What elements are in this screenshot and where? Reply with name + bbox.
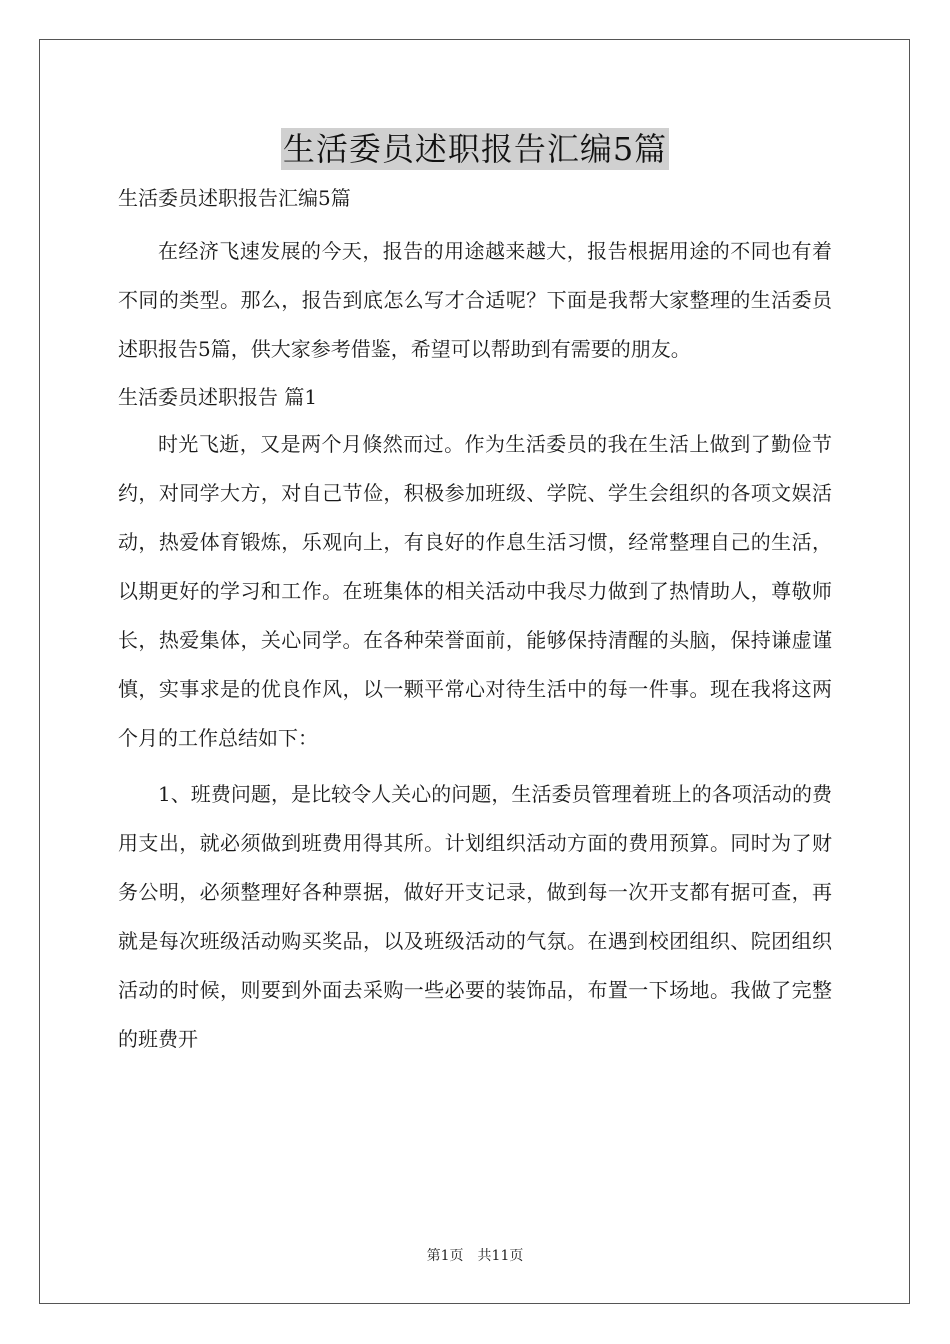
intro-paragraph: 在经济飞速发展的今天，报告的用途越来越大，报告根据用途的不同也有着不同的类型。那么，报告到底怎么写才合适呢？下面是我帮大家整理的生活委员述职报告5篇，供大家参考借鉴，希望可以帮助到有需要的朋友。	[118, 239, 832, 361]
title-wrap	[118, 128, 832, 172]
page-footer: 第1页 共11页	[426, 1248, 524, 1264]
body-paragraph-2: 1、班费问题，是比较令人关心的问题，生活委员管理着班上的各项活动的费用支出，就必须做到班费用得其所。计划组织活动方面的费用预算。同时为了财务公明，必须整理好各种票据，做好开支记录，做到每一次开支都有据可查，再就是每次班级活动购买奖品，以及班级活动的气氛。在遇到校团组织、院团组织活动的时候，则要到外面去采购一些必要的装饰品，布置一下场地。我做了完整的班费开	[118, 782, 832, 1051]
body-paragraph-1: 时光飞逝，又是两个月倏然而过。作为生活委员的我在生活上做到了勤俭节约，对同学大方，对自己节俭，积极参加班级、学院、学生会组织的各项文娱活动，热爱体育锻炼，乐观向上，有良好的作息生活习惯，经常整理自己的生活，以期更好的学习和工作。在班集体的相关活动中我尽力做到了热情助人，尊敬师长，热爱集体，关心同学。在各种荣誉面前，能够保持清醒的头脑，保持谦虚谨慎，实事求是的优良作风，以一颗平常心对待生活中的每一件事。现在我将这两个月的工作总结如下：	[118, 432, 832, 750]
document-body	[118, 128, 832, 1064]
document-subtitle: 生活委员述职报告汇编5篇	[118, 186, 351, 210]
document-title: 生活委员述职报告汇编5篇	[282, 130, 668, 168]
section-heading: 生活委员述职报告 篇1	[118, 385, 318, 409]
